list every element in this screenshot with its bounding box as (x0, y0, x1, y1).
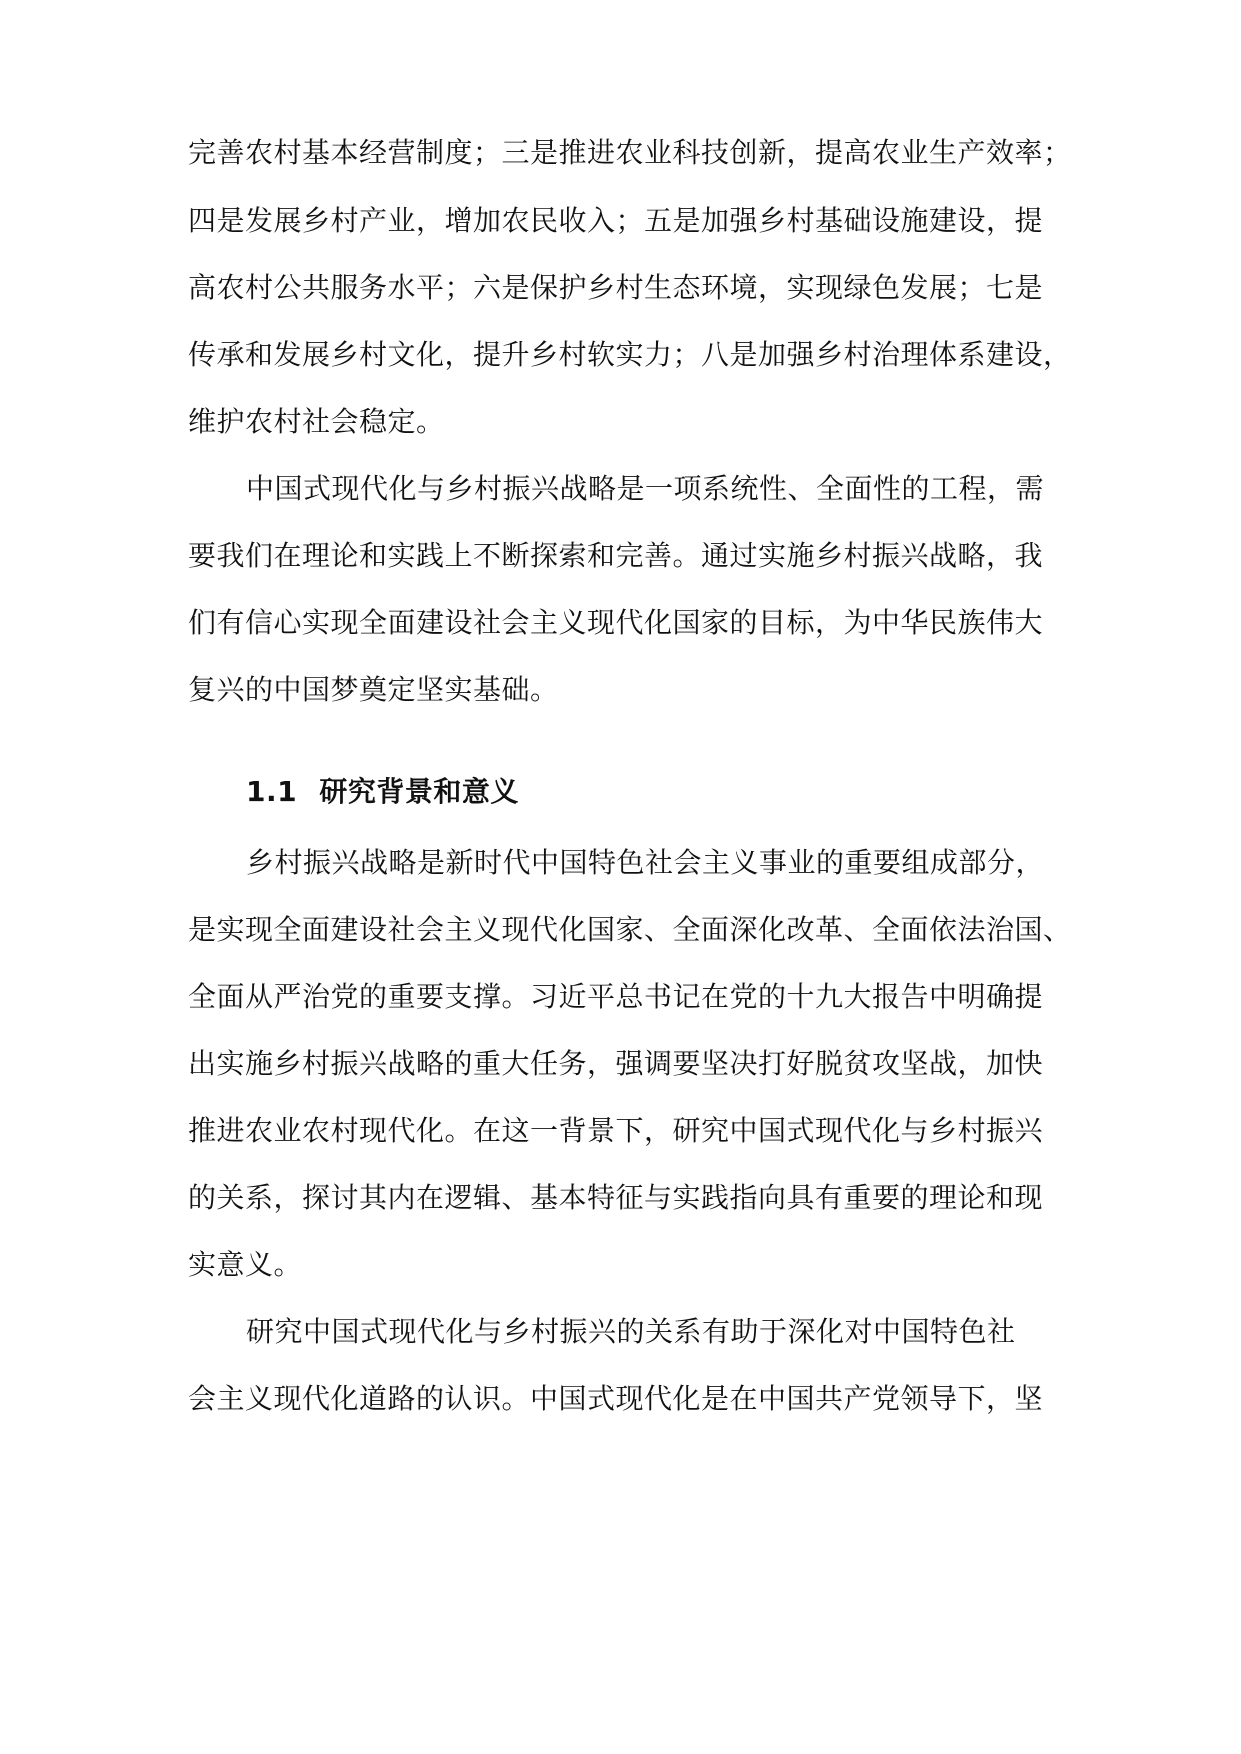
text-line: 实意义。 (188, 1248, 303, 1281)
text-line: 高农村公共服务水平；六是保护乡村生态环境，实现绿色发展；七是 (188, 271, 1044, 304)
text-line: 会主义现代化道路的认识。中国式现代化是在中国共产党领导下，坚 (188, 1382, 1044, 1415)
text-line: 完善农村基本经营制度；三是推进农业科技创新，提高农业生产效率； (188, 136, 1072, 169)
section-number: 1.1 (246, 775, 298, 808)
text-line: 复兴的中国梦奠定坚实基础。 (188, 673, 559, 706)
text-line: 四是发展乡村产业，增加农民收入；五是加强乡村基础设施建设，提 (188, 204, 1044, 237)
text-line: 乡村振兴战略是新时代中国特色社会主义事业的重要组成部分， (246, 846, 1045, 879)
text-line: 出实施乡村振兴战略的重大任务，强调要坚决打好脱贫攻坚战，加快 (188, 1047, 1044, 1080)
text-line: 传承和发展乡村文化，提升乡村软实力；八是加强乡村治理体系建设， (188, 338, 1072, 371)
text-line: 中国式现代化与乡村振兴战略是一项系统性、全面性的工程，需 (246, 472, 1045, 505)
text-line: 的关系，探讨其内在逻辑、基本特征与实践指向具有重要的理论和现 (188, 1181, 1044, 1214)
section-heading (246, 772, 1058, 812)
text-line: 全面从严治党的重要支撑。习近平总书记在党的十九大报告中明确提 (188, 980, 1044, 1013)
text-line: 要我们在理论和实践上不断探索和完善。通过实施乡村振兴战略，我 (188, 539, 1044, 572)
section-title: 研究背景和意义 (319, 775, 519, 808)
text-line: 们有信心实现全面建设社会主义现代化国家的目标，为中华民族伟大 (188, 606, 1044, 639)
text-line: 研究中国式现代化与乡村振兴的关系有助于深化对中国特色社 (246, 1315, 1016, 1348)
text-line: 是实现全面建设社会主义现代化国家、全面深化改革、全面依法治国、 (188, 913, 1072, 946)
text-line: 维护农村社会稳定。 (188, 405, 445, 438)
text-line: 推进农业农村现代化。在这一背景下，研究中国式现代化与乡村振兴 (188, 1114, 1044, 1147)
